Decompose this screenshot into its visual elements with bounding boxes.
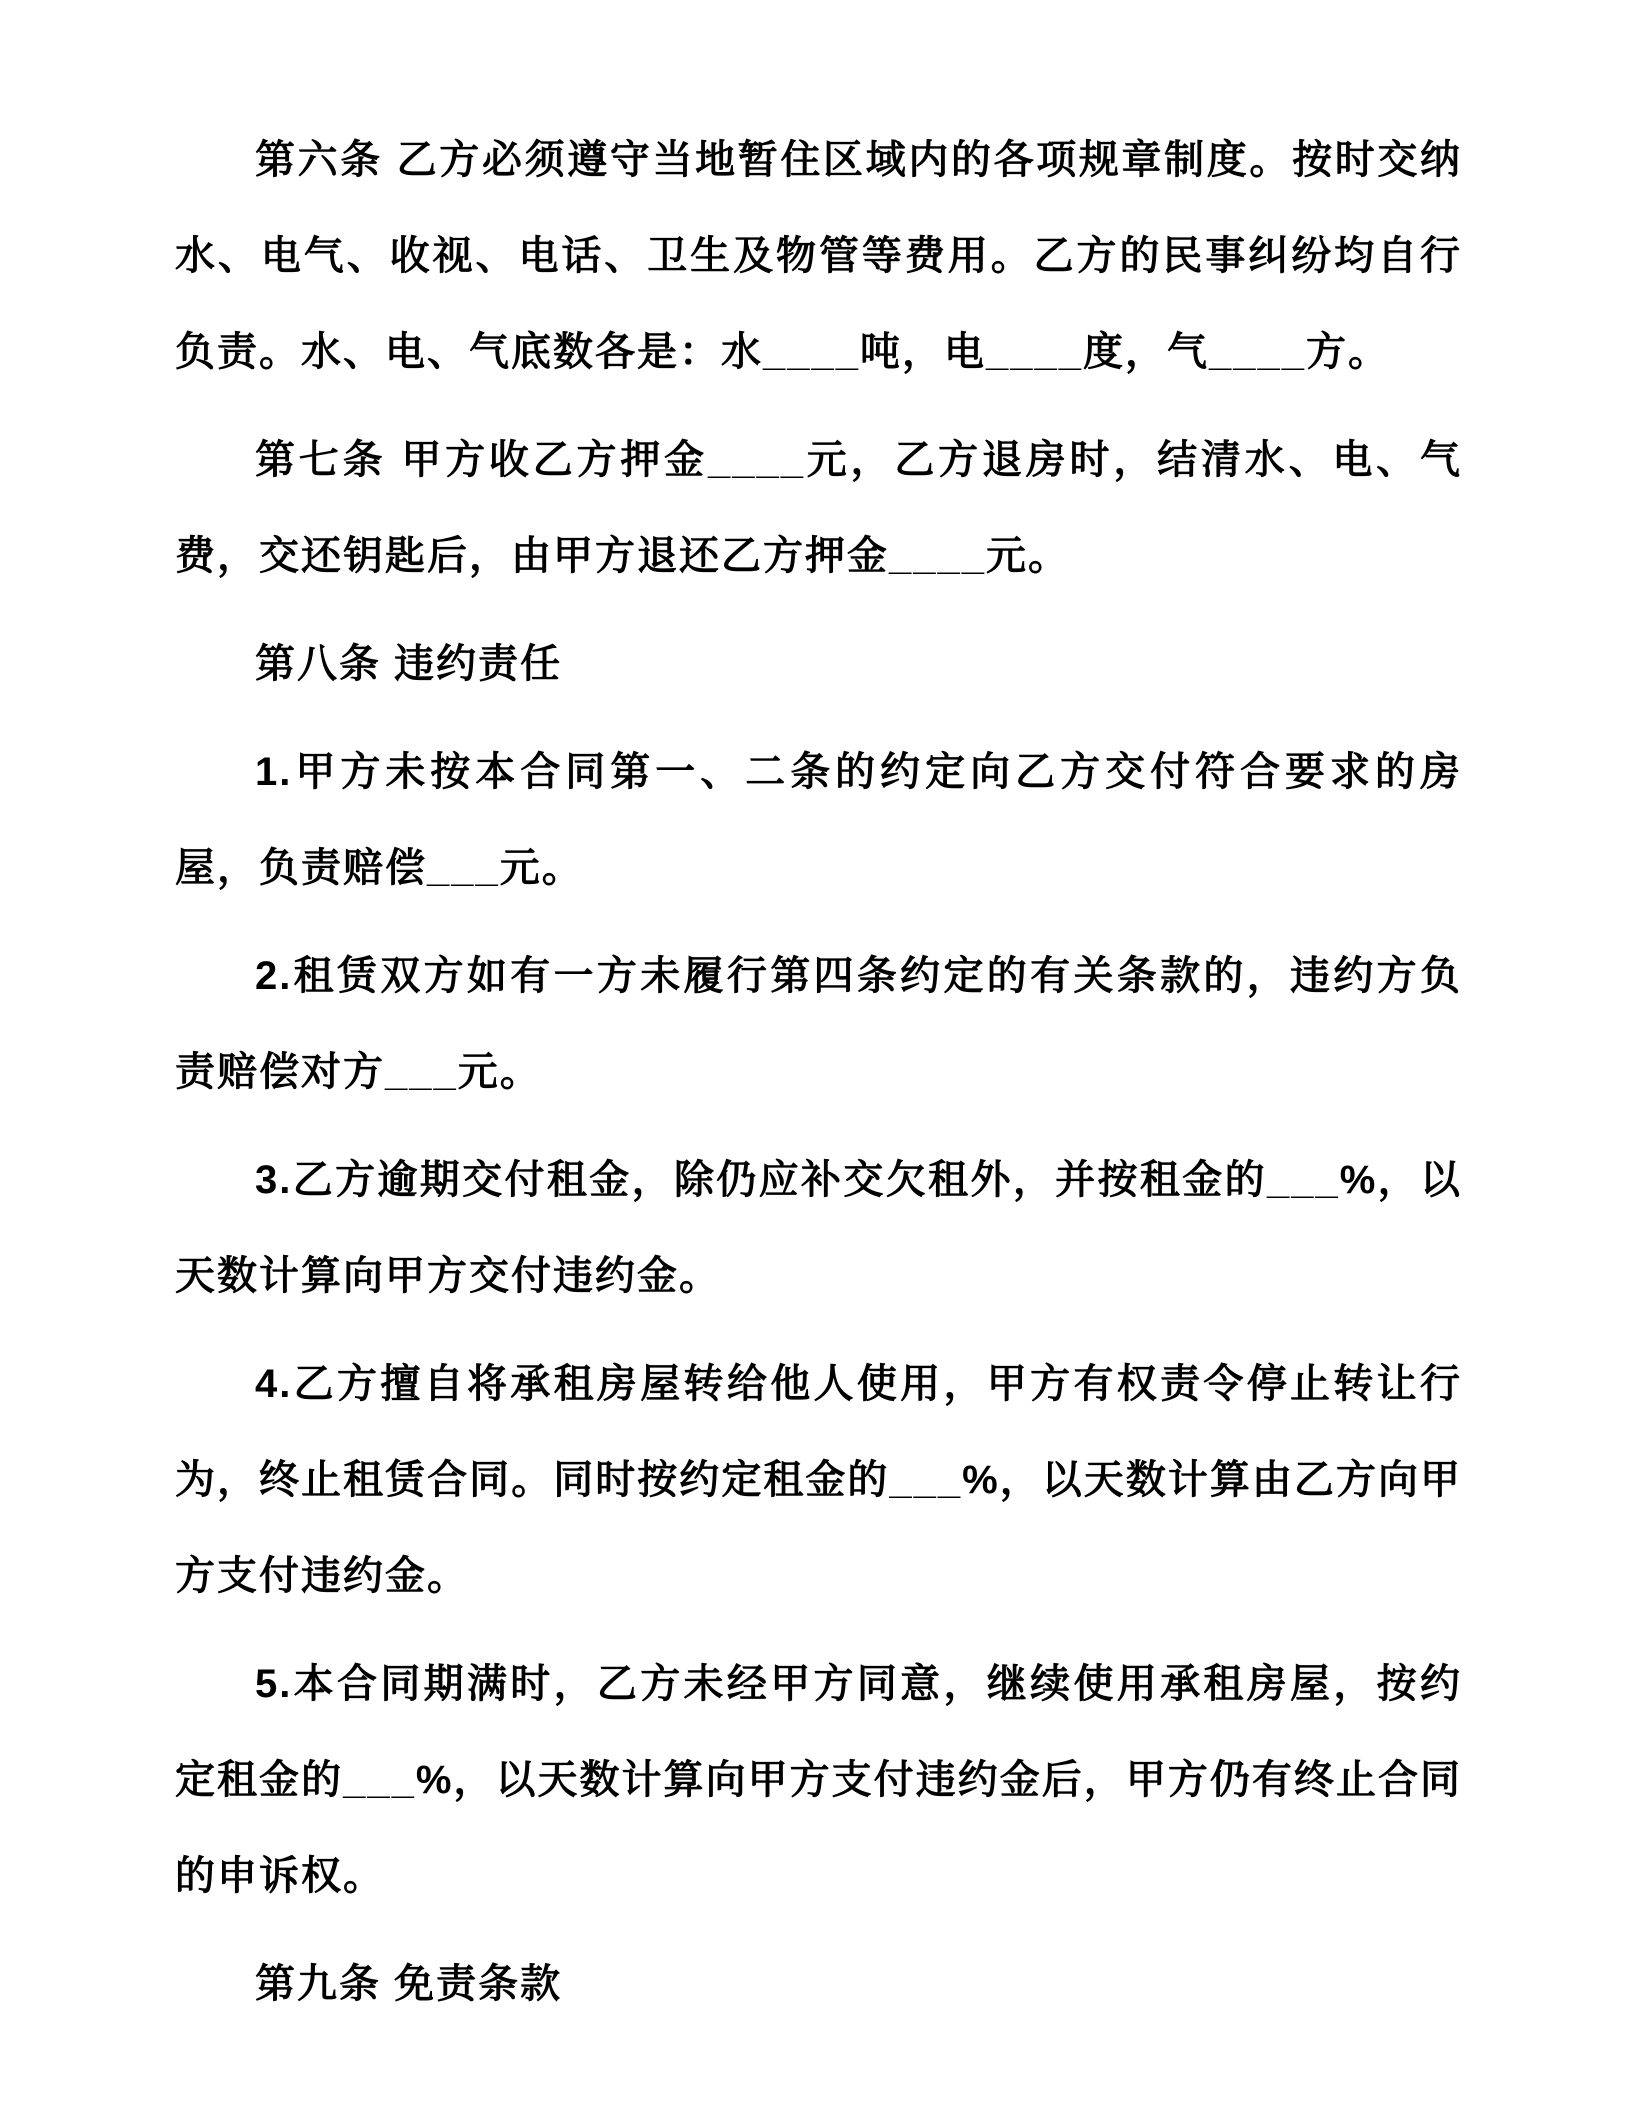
contract-paragraph: 3.乙方逾期交付租金，除仍应补交欠租外，并按租金的___%，以天数计算向甲方交付违约金。	[175, 1158, 1462, 1298]
contract-paragraph: 2.租赁双方如有一方未履行第四条约定的有关条款的，违约方负责赔偿对方___元。	[175, 954, 1462, 1094]
document-body	[175, 112, 1462, 2032]
contract-paragraph: 第七条 甲方收乙方押金____元，乙方退房时，结清水、电、气费，交还钥匙后，由甲方退还乙方押金____元。	[175, 438, 1462, 578]
section-heading: 第八条 违约责任	[255, 642, 563, 686]
contract-paragraph: 1.甲方未按本合同第一、二条的约定向乙方交付符合要求的房屋，负责赔偿___元。	[175, 750, 1462, 890]
contract-paragraph: 5.本合同期满时，乙方未经甲方同意，继续使用承租房屋，按约定租金的___%，以天数计算向甲方支付违约金后，甲方仍有终止合同的申诉权。	[175, 1662, 1462, 1898]
contract-paragraph: 第六条 乙方必须遵守当地暂住区域内的各项规章制度。按时交纳水、电气、收视、电话、卫生及物管等费用。乙方的民事纠纷均自行负责。水、电、气底数各是：水____吨，电____度，气____方。	[175, 138, 1462, 374]
section-heading: 第九条 免责条款	[255, 1962, 563, 2006]
contract-paragraph: 4.乙方擅自将承租房屋转给他人使用，甲方有权责令停止转让行为，终止租赁合同。同时按约定租金的___%，以天数计算由乙方向甲方支付违约金。	[175, 1362, 1462, 1598]
